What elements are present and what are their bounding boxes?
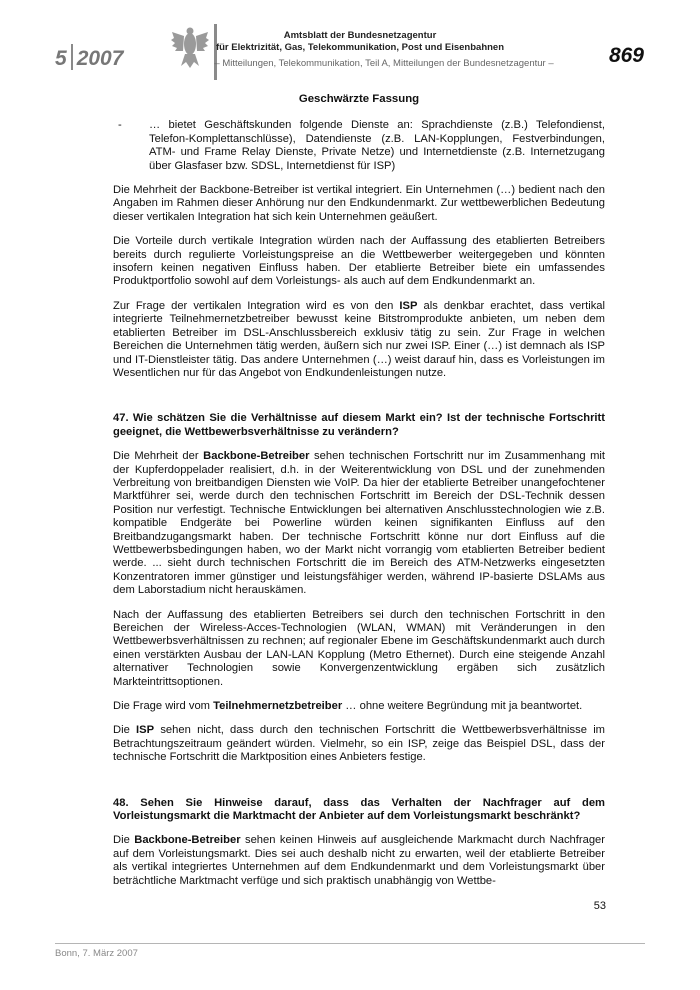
issue-number: 5: [55, 47, 67, 70]
bold-term: ISP: [399, 299, 418, 312]
text-run: Die Frage wird vom: [113, 700, 214, 713]
footer-date: Bonn, 7. März 2007: [55, 948, 138, 959]
text-run: Zur Frage der vertikalen Integration wird es von den: [113, 299, 400, 312]
bold-term: Teilnehmernetzbetreiber: [213, 700, 343, 713]
publication-subtitle: für Elektrizität, Gas, Telekommunikation, Post und Eisenbahnen: [215, 42, 505, 53]
document-title: Geschwärzte Fassung: [298, 93, 420, 105]
page-header: [0, 0, 700, 90]
issue-divider: [71, 44, 73, 70]
bold-term: Backbone-Betreiber: [203, 450, 310, 463]
text-run: sehen nicht, dass durch den technischen Fortschritt die Wettbewerbsverhältnisse im Betrachtungszeitraum geändert würden. Vielmehr, so ein ISP, zeige das Beispiel DSL, dass der technische Fortschritt die Marktposition eines Anbieters festige.: [113, 724, 606, 764]
paragraph-3: [113, 300, 605, 380]
paragraph-6: [113, 700, 605, 713]
paragraph-5: Nach der Auffassung des etablierten Betreibers sei durch den technischen Fortschritt in den Bereichen der Wireless-Acces-Technologien (WLAN, WMAN) mit Veränderungen in den Wettbewerbsverhältnissen zu rechnen; auf regionaler Ebene im Geschäftskundenmarkt auch durch einen verstärkten Ausbau der LAN-LAN Kopplung (Metro Ethernet). Durch eine steigende Anzahl alternativer Technologien sowie Konvergenzentwicklung ergäben sich zusätzlich Markteintrittsoptionen.: [113, 608, 605, 688]
paragraph-2: Die Vorteile durch vertikale Integration würden nach der Auffassung des etablierten Betreibers bereits durch regulierte Vorleistungspreise an die Wettbewerber weitergegeben und könnten insofern keinen negativen Einfluss haben. Der etablierte Betreiber biete ein umfassendes Produktportfolio sowohl auf dem Vorleistungs- als auch auf dem Endkundenmarkt an.: [113, 235, 605, 288]
list-item: [113, 119, 605, 173]
text-run: sehen keinen Hinweis auf ausgleichende Markmacht durch Nachfrager auf dem Vorleistungsmarkt. Dies sei auch deshalb nicht zu erwarten, weil der etablierte Betreiber als vertikal integriertes Unternehmen auf dem Endkundenmarkt und dem Vorleistungsmarkt über beträchtliche Marktmacht verfüge und sich praktisch unabhängig von Wettbe-: [113, 834, 606, 887]
text-run: als denkbar erachtet, dass vertikal integrierte Teilnehmernetzbetreiber bewusst keine Bitstromprodukte anbieten, um neben dem etablierten Betreiber im DSL-Anschlussbereich exklusiv tätig zu sein. Zur Frage in welchen Bereichen die Unternehmen tätig werden, äußern sich nur zwei ISP. Einer (…) ist demnach als ISP und IT-Dienstleister tätig. Das andere Unternehmen (…) weist darauf hin, dass es Vorleistungen im Wesentlichen nur für das Angebot von Endkundenleistungen nutze.: [113, 299, 606, 379]
bold-term: Backbone-Betreiber: [134, 834, 241, 847]
question-47: 47. Wie schätzen Sie die Verhältnisse auf diesem Markt ein? Ist der technische Fortschritt geeignet, die Wettbewerbsverhältnisse zu verändern?: [113, 412, 605, 438]
bullet-mark: -: [118, 119, 122, 132]
section-line: – Mitteilungen, Telekommunikation, Teil A, Mitteilungen der Bundesnetzagentur –: [214, 58, 554, 69]
text-run: … ohne weitere Begründung mit ja beantwortet.: [342, 700, 583, 713]
bullet-text: … bietet Geschäftskunden folgende Dienste an: Sprachdienste (z.B.) Telefondienst, Telefon-Komplettanschlüsse), Datendienste (z.B. LAN-Kopplungen, Festverbindungen, ATM- und Frame Relay Dienste, Private Netze) und Internetdienste (z.B. Internetzugang über Glasfaser bzw. SDSL, Internetdienst für ISP): [149, 119, 605, 172]
publication-title: Amtsblatt der Bundesnetzagentur: [283, 30, 437, 41]
bold-term: ISP: [136, 724, 155, 737]
header-page-number: 869: [608, 44, 644, 67]
text-run: Die: [113, 834, 135, 847]
document-body: [113, 93, 605, 899]
body-page-number: 53: [593, 900, 606, 912]
footer-divider: [55, 943, 645, 944]
text-run: Die: [113, 724, 137, 737]
issue-year: 2007: [76, 47, 124, 70]
paragraph-7: [113, 724, 605, 764]
paragraph-8: [113, 834, 605, 888]
text-run: Die Mehrheit der: [113, 450, 204, 463]
text-run: sehen technischen Fortschritt nur im Zusammenhang mit der Kupferdoppelader realisiert, d.h. in der Weiterentwicklung von DSL und der zunehmenden Verbreitung von breitbandigen Diensten wie VoIP. Da hier der etablierte Betreiber unangefochtener Marktführer sei, werde durch den technischen Fortschritt im Bereich der DSL-Technik dessen Position nur verfestigt. Technische Entwicklungen bei alternativen Anschlusstechnologien wie z.B. kompatible Endgeräte bei Powerline würden keinen signifikanten Einfluss auf den Breitbandzugangsmarkt haben. Der technische Fortschritt könne nur dort Einfluss auf die Wettbewerbsbedingungen haben, wo der Markt nicht vorrangig vom etablierten Betreiber bedient werde. ... sieht durch technischen Fortschritt die im Bereich des ATM-Netzwerks eingesetzten Konzentratoren immer günstiger und leistungsfähiger werden, während IP-basierte DSLAMs aus dem Laborstadium nicht herauskämen.: [113, 450, 606, 597]
issue-label: [55, 44, 123, 71]
paragraph-4: [113, 450, 605, 597]
question-48: 48. Sehen Sie Hinweise darauf, dass das Verhalten der Nachfrager auf dem Vorleistungsmarkt die Marktmacht der Anbieter auf dem Vorleistungsmarkt beschränkt?: [113, 796, 605, 823]
paragraph-1: Die Mehrheit der Backbone-Betreiber ist vertikal integriert. Ein Unternehmen (…) bedient nach den Angaben im Rahmen dieser Anhörung nur den Endkundenmarkt. Zur wettbewerblichen Bedeutung dieser vertikalen Integration hat sich kein Unternehmen geäußert.: [113, 184, 605, 223]
